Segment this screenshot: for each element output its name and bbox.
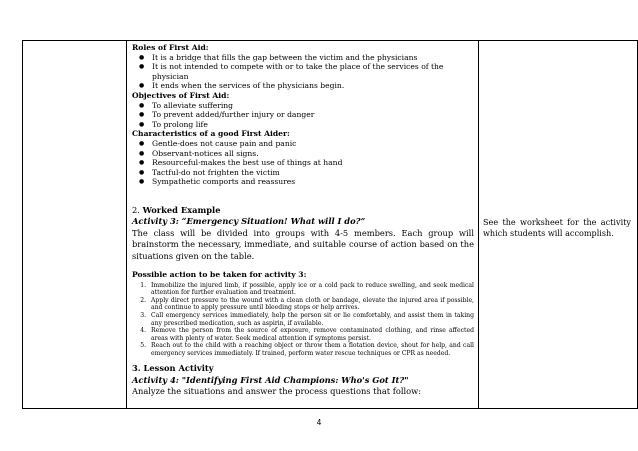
lesson-activity-heading: 3. Lesson Activity bbox=[132, 363, 214, 374]
list-item: 5. Reach out to the child with a reaching object or throw them a flotation device, shout for help, and call emergency services immediately. If trained, perform water rescue techniques or CPR as needed. bbox=[148, 342, 474, 357]
worked-example-heading bbox=[132, 205, 474, 216]
activity-4-text: Analyze the situations and answer the process questions that follow: bbox=[132, 386, 422, 397]
objectives-heading: Objectives of First Aid: bbox=[132, 90, 230, 100]
list-item: 1. Immobilize the injured limb, if possible, apply ice or a cold pack to reduce swelling, and seek medical attention for further evaluation and treatment. bbox=[148, 282, 474, 297]
list-item: ● Gentle-does not cause pain and panic bbox=[152, 139, 474, 149]
content-column-cell bbox=[127, 41, 479, 409]
notes-column-cell bbox=[479, 41, 638, 409]
list-item: ● It ends when the services of the physicians begin. bbox=[152, 81, 474, 91]
list-item: ● Observant-notices all signs. bbox=[152, 149, 474, 159]
page-number: 4 bbox=[316, 418, 322, 427]
left-column-cell bbox=[23, 41, 127, 409]
activity-3-title: Activity 3: “Emergency Situation! What will I do?” bbox=[132, 216, 366, 227]
roles-list bbox=[132, 53, 474, 91]
possible-actions-heading: Possible action to be taken for activity 3: bbox=[132, 269, 307, 279]
possible-actions-list bbox=[132, 282, 474, 358]
list-item: ● Tactful-do not frighten the victim bbox=[152, 168, 474, 178]
list-item: ● To alleviate suffering bbox=[152, 101, 474, 111]
list-item: 4. Remove the person from the source of exposure, remove contaminated clothing, and rinse affected areas with plenty of water. Seek medical attention if symptoms persist. bbox=[148, 327, 474, 342]
list-item: ● Resourceful-makes the best use of things at hand bbox=[152, 158, 474, 168]
lesson-table bbox=[22, 40, 638, 409]
list-item: 2. Apply direct pressure to the wound with a clean cloth or bandage, elevate the injured area if possible, and continue to apply pressure until bleeding stops or help arrives. bbox=[148, 297, 474, 312]
list-item: ● It is a bridge that fills the gap between the victim and the physicians bbox=[152, 53, 474, 63]
worksheet-note: See the worksheet for the activity which students will accomplish. bbox=[483, 217, 631, 239]
characteristics-list bbox=[132, 139, 474, 187]
section-label: Worked Example bbox=[142, 204, 221, 215]
list-item: ● To prevent added/further injury or danger bbox=[152, 110, 474, 120]
list-item: ● It is not intended to compete with or to take the place of the services of the physician bbox=[152, 62, 474, 81]
list-item: ● To prolong life bbox=[152, 120, 474, 130]
section-number: 2. bbox=[132, 204, 140, 215]
activity-3-text: The class will be divided into groups with 4-5 members. Each group will brainstorm the necessary, immediate, and suitable course of action based on the situations given on the table. bbox=[132, 227, 474, 261]
characteristics-heading: Characteristics of a good First Aider: bbox=[132, 129, 290, 139]
activity-4-title: Activity 4: "Identifying First Aid Champions: Who's Got It?" bbox=[132, 374, 409, 385]
list-item: ● Sympathetic comports and reassures bbox=[152, 177, 474, 187]
objectives-list bbox=[132, 101, 474, 130]
list-item: 3. Call emergency services immediately, help the person sit or lie comfortably, and assist them in taking any prescribed medication, such as aspirin, if available. bbox=[148, 312, 474, 327]
roles-heading: Roles of First Aid: bbox=[132, 43, 209, 52]
